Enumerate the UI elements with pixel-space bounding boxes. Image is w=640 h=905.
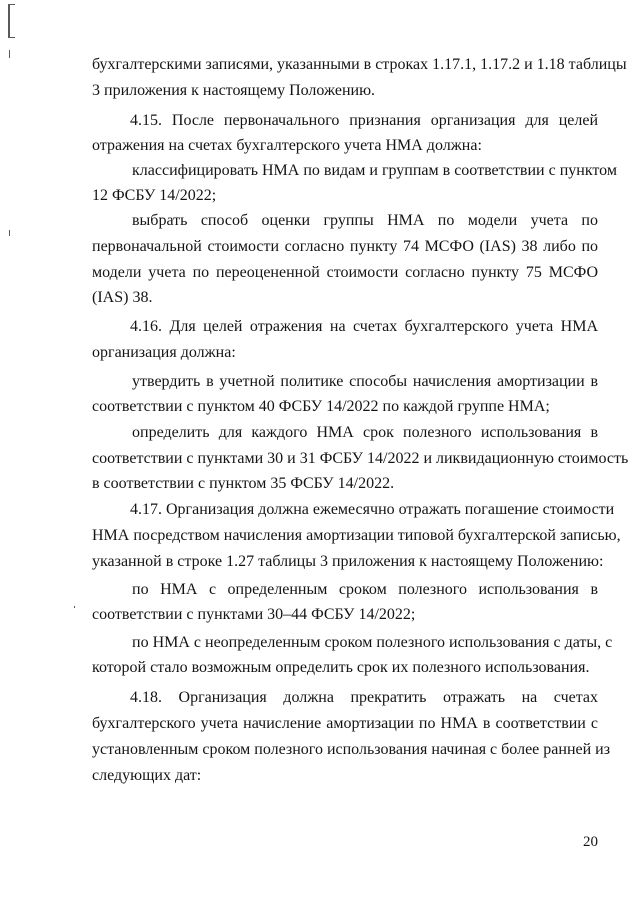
text-line: соответствии с пунктами 30 и 31 ФСБУ 14/2022 и ликвидационную стоимость [92, 450, 629, 467]
text-line: классифицировать НМА по видам и группам в соответствии с пунктом [132, 162, 617, 179]
text-line: по НМА с определенным сроком полезного использования в [132, 581, 598, 598]
section-4-18-heading: 4.18. Организация должна прекратить отражать на счетах [130, 689, 598, 706]
text-line: 3 приложения к настоящему Положению. [92, 82, 376, 99]
text-line: бухгалтерского учета начисление амортизации по НМА в соответствии с [92, 715, 598, 732]
text-line: бухгалтерскими записями, указанными в строках 1.17.1, 1.17.2 и 1.18 таблицы [92, 56, 627, 73]
text-line: 12 ФСБУ 14/2022; [92, 187, 217, 204]
text-line: отражения на счетах бухгалтерского учета НМА должна: [92, 137, 482, 154]
text-line: следующих дат: [92, 767, 202, 784]
section-4-17-heading: 4.17. Организация должна ежемесячно отражать погашение стоимости [130, 501, 615, 518]
text-line: НМА посредством начисления амортизации типовой бухгалтерской записью, [92, 527, 621, 544]
text-line: указанной в строке 1.27 таблицы 3 приложения к настоящему Положению: [92, 553, 604, 570]
text-line: выбрать способ оценки группы НМА по модели учета по [132, 212, 598, 229]
text-line: организация должна: [92, 344, 236, 361]
scan-artifact [8, 4, 15, 5]
text-line: (IAS) 38. [92, 289, 153, 306]
text-line: которой стало возможным определить срок их полезного использования. [92, 659, 590, 676]
scan-artifact [9, 230, 10, 236]
page-number: 20 [583, 834, 598, 850]
text-line: соответствии с пунктами 30–44 ФСБУ 14/2022; [92, 606, 416, 623]
text-line: по НМА с неопределенным сроком полезного использования с даты, с [132, 634, 613, 651]
text-line: модели учета по переоцененной стоимости согласно пункту 75 МСФО [92, 264, 598, 281]
text-line: установленным сроком полезного использования начиная с более ранней из [92, 741, 611, 758]
text-line: соответствии с пунктом 40 ФСБУ 14/2022 по каждой группе НМА; [92, 398, 550, 415]
text-line: первоначальной стоимости согласно пункту 74 МСФО (IAS) 38 либо по [92, 238, 598, 255]
scan-artifact [9, 50, 10, 58]
text-line: определить для каждого НМА срок полезного использования в [132, 424, 598, 441]
scan-artifact [8, 37, 15, 38]
scan-artifact [74, 606, 75, 608]
section-4-15-heading: 4.15. После первоначального признания организация для целей [130, 112, 598, 129]
section-4-16-heading: 4.16. Для целей отражения на счетах бухгалтерского учета НМА [130, 318, 598, 335]
text-line: утвердить в учетной политике способы начисления амортизации в [132, 373, 598, 390]
text-line: в соответствии с пунктом 35 ФСБУ 14/2022. [92, 475, 395, 492]
scan-artifact [8, 4, 10, 38]
